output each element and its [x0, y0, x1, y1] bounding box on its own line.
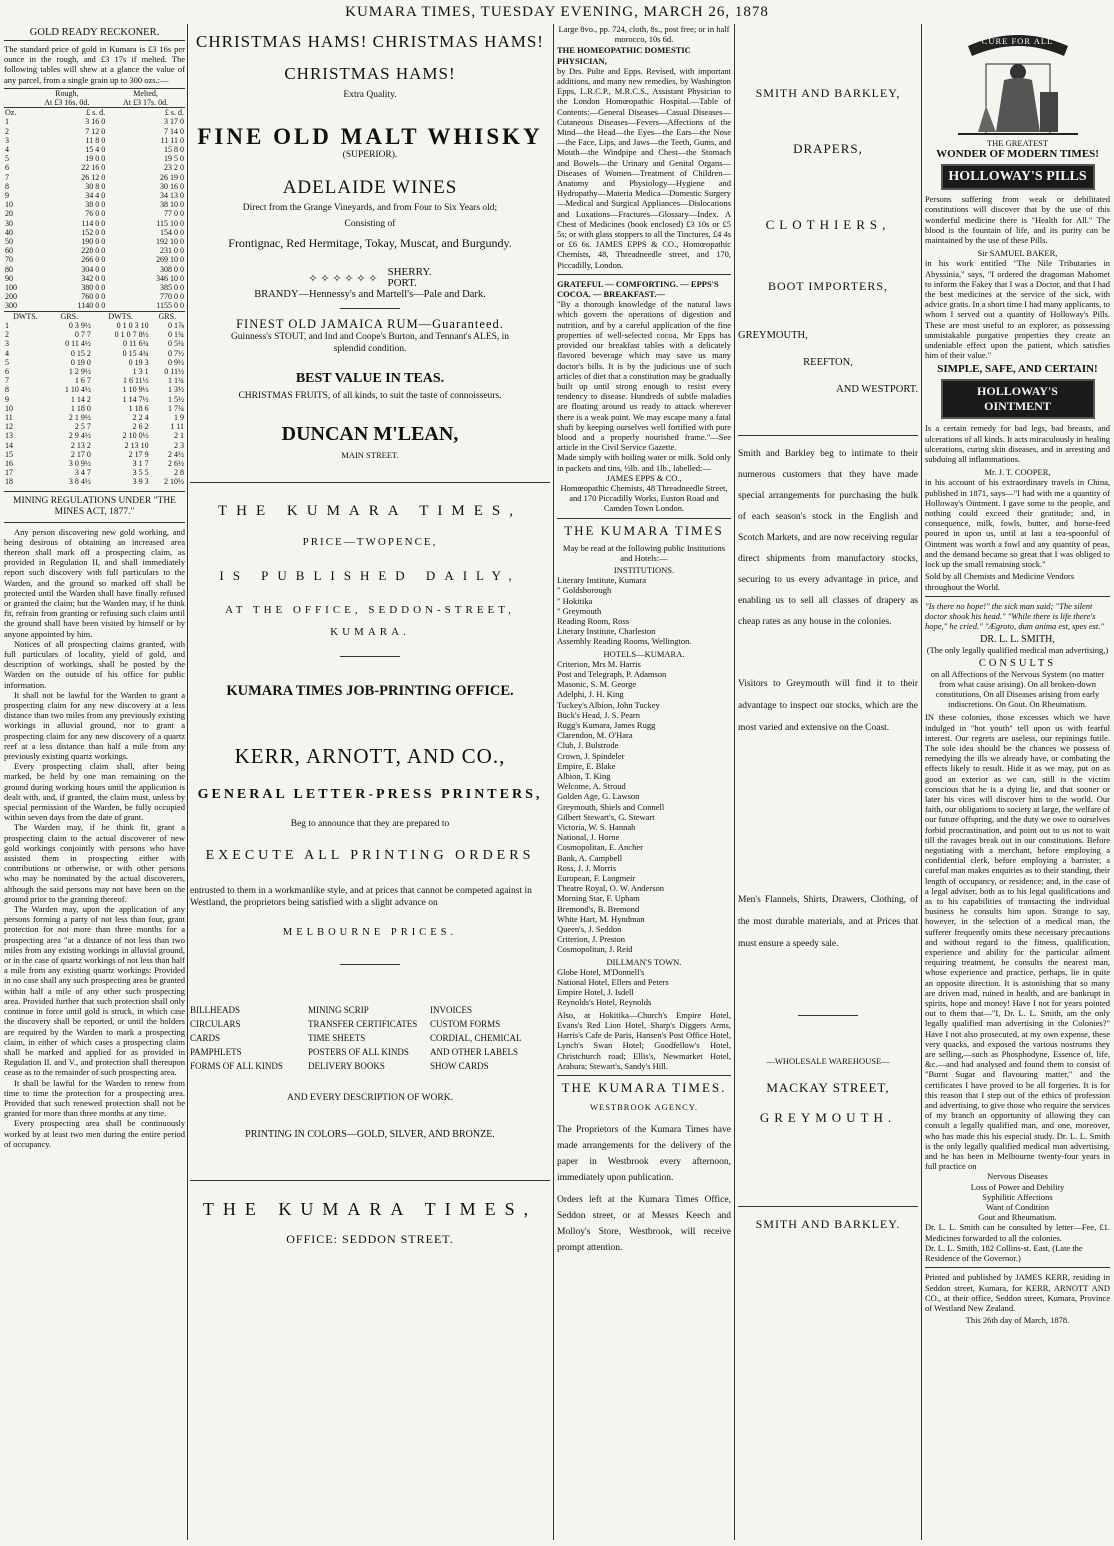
price: PRICE—TWOPENCE, — [302, 535, 438, 548]
oz-row: 5 19 0 0 19 5 0 — [5, 154, 184, 164]
every-description: AND EVERY DESCRIPTION OF WORK. — [287, 1093, 453, 1104]
divider — [738, 1206, 918, 1207]
hotel-item: Clarendon, M. O'Hara — [557, 730, 633, 741]
consisting: Consisting of — [344, 218, 396, 229]
main-street: MAIN STREET. — [341, 449, 399, 460]
job-printing-office: KUMARA TIMES JOB-PRINTING OFFICE. — [226, 682, 514, 699]
mackay-street: MACKAY STREET, — [766, 1080, 890, 1096]
print-item: INVOICES — [430, 1005, 472, 1016]
hotel-item: Tuckey's Albion, John Tuckey — [557, 699, 660, 710]
kerr-arnott: KERR, ARNOTT, AND CO., — [234, 743, 506, 768]
cocoa-title: GRATEFUL — COMFORTING. — EPPS'S COCOA. — BREAKFAST.— — [557, 278, 719, 300]
oz-row: 50 190 0 0 192 10 0 — [5, 237, 184, 247]
column-rule — [734, 24, 735, 1540]
greymouth-bottom: GREYMOUTH. — [759, 1110, 897, 1126]
cocoa-text: "By a thorough knowledge of the natural laws which govern the operations of digestion and nutrition, and by a careful application of the fine properties of well-selected cocoa, Mr Epps has provided our breakfast tables with a delicately flavored beverage which may save us many doctor's bills. It is by the judicious use of such articles of diet that a constitution may be gradually built up until strong enough to resist every tendency to disease. Hundreds of subtle maladies are floating around us ready to attack wherever there is a weak point. We may escape many a fatal shaft by keeping ourselves well fortified with pure blood and a properly nourished frame."—See article in the Civil Service Gazette. — [557, 299, 731, 453]
oz-row: 1 3 16 0 3 17 0 — [5, 117, 184, 127]
rum-heading: FINEST OLD JAMAICA RUM—Guaranteed. — [236, 317, 504, 331]
pills-text: Persons suffering from weak or debilitated constitutions will discover that by the use of this wonderful medicine there is "Health for All." The blood is the fountain of life, and its purity can be maintained by the use of these Pills. — [925, 194, 1110, 246]
oz-row: 80 304 0 0 308 0 0 — [5, 264, 184, 274]
kt-head-2: THE KUMARA TIMES. — [561, 1079, 727, 1095]
oz-row: 3 11 8 0 11 11 0 — [5, 135, 184, 145]
sherry-port: ✧ ✧ ✧ ✧ ✧ ✧ SHERRY. PORT. — [308, 266, 432, 289]
consulted-letter: Dr. L. L. Smith can be consulted by letter—Fee, £1. Medicines forwarded to all the colonies. — [925, 1222, 1110, 1243]
entrusted: entrusted to them in a workmanlike style, and at prices that cannot be competed against in Westland, the proprietors being satisfied with a slight advance on — [190, 886, 532, 908]
oz-row: 4 15 4 0 15 8 0 — [5, 145, 184, 155]
wine-list: Frontignac, Red Hermitage, Tokay, Muscat, and Burgundy. — [228, 236, 512, 250]
cure-for-all-banner: CURE FOR ALL — [981, 36, 1054, 46]
dwt-row: 7 1 6 7 1 6 11½ 1 1¾ — [5, 376, 184, 386]
institution-item: " Greymouth — [557, 605, 602, 616]
dwt-row: 2 0 7 7 0 1 0 7 8½ 0 1¾ — [5, 330, 184, 340]
hotel-item: Bremond's, B. Bremond — [557, 903, 640, 914]
dwt-row: 11 2 1 9½ 2 2 4 1 9 — [5, 412, 184, 422]
westbrook-text: The Proprietors of the Kumara Times have made arrangements for the delivery of the paper in Westbrook every afternoon, immediately upon publication. — [557, 1125, 731, 1184]
oz-row: 90 342 0 0 346 10 0 — [5, 273, 184, 283]
hotel-item: Victoria, W. S. Hannah — [557, 822, 636, 833]
nervous: Nervous Diseases — [987, 1171, 1048, 1182]
want-condition: Want of Condition — [985, 1202, 1050, 1213]
hotel-item: Rugg's Kumara, James Rugg — [557, 720, 656, 730]
oz-rows — [4, 117, 185, 310]
stars-ornament: ✧ ✧ ✧ ✧ ✧ ✧ — [308, 272, 378, 285]
greymouth: GREYMOUTH, — [738, 330, 808, 341]
loss-of-power: Loss of Power and Debility — [970, 1181, 1065, 1192]
intimate-text: Smith and Barkley beg to intimate to their numerous customers that they have made special arrangements for purchasing the bulk of each season's stock in the English and Scotch Markets, and are now receiving regular direct shipments from manufactory stocks, securing to us every advantage in price, and enabling us to sell all classes of drapery as cheap rates as any house in the colonies. — [738, 449, 918, 627]
institution-item: Reading Room, Ross — [557, 615, 630, 626]
sold-by: Sold by all Chemists and Medicine Vendors throughout the World. — [925, 571, 1075, 592]
hams-line-2: CHRISTMAS HAMS! — [284, 64, 456, 83]
hotel-item: Cosmopolitan, J. Reid — [557, 944, 633, 955]
baker-name: Sir SAMUEL BAKER, — [977, 248, 1058, 259]
divider — [340, 964, 400, 965]
dwt-row: 5 0 19 0 0 19 3 0 9½ — [5, 357, 184, 367]
office-seddon: OFFICE: SEDDON STREET. — [286, 1232, 454, 1247]
printed-by: Printed and published by JAMES KERR, residing in Seddon street, Kumara, for KERR, ARNOTT AND CO., at their office, Seddon street, Kumara, Province of Westland New Zealand. — [925, 1272, 1110, 1313]
hotel-item: Greymouth, Shiels and Connell — [557, 801, 665, 812]
divider — [557, 518, 731, 519]
dwt-table: DWTS. GRS. DWTS. GRS. 1 0 3 9½ 0 1 0 3 10 0 1⅞ 2 0 7 7 0 1 0 7 8½ 0 1¾ 3 0 11 4½ 0 11 6¾ 0 5¼ 4 0 15 2 0 15 4¾ 0 7½ 5 0 19 0 0 19 3 0 9½ 6 1 2 9½ 1 3 1 0 11½ 7 1 6 7 1 6 11½ 1 1¾ 8 1 10 4½ 1 10 9½ 1 3½ 9 1 14 2 1 14 7½ 1 5½ 10 1 18 0 1 18 6 1 7¼ 11 2 1 9½ 2 2 4 1 9 12 2 5 7 2 6 2 1 11 13 2 9 4½ 2 10 0½ 2 1 14 2 13 2 2 13 10 2 3 15 2 17 0 2 17 9 2 4½ 16 3 0 9½ 3 1 7 2 6½ 17 3 4 7 3 5 5 2 8 18 3 8 4½ 3 9 3 2 10½ — [5, 311, 184, 487]
the-greatest: THE GREATEST — [986, 138, 1049, 148]
cocoa-sig-1: JAMES EPPS & CO., — [606, 472, 682, 483]
institution-item: Assembly Reading Rooms, Wellington. — [557, 636, 692, 647]
print-item: CUSTOM FORMS — [430, 1019, 501, 1030]
hotel-item: Gilbert Stewart's, G. Stewart — [557, 811, 655, 822]
column-smith-barkley — [738, 24, 918, 1540]
dwt-row: 13 2 9 4½ 2 10 0½ 2 1 — [5, 431, 184, 441]
print-item: BILLHEADS — [190, 1005, 240, 1016]
hotel-item: Golden Age, G. Lawson — [557, 791, 640, 802]
smith-body: IN these colonies, those excesses which we have indulged in "hot youth" tell upon us with fearful interest. Our regrets are useless, our repinings futile. The sole idea should be the chances we possess of remedying the ills we already have, or combating the effects likely to result. Hide it as we may, put on as good an exterior as we can, still is the victim conscious that he is a dying lie, and that sooner or later his vices will discover him to the world. Our faith, our obligations to society at large, the welfare of our future offspring, and the duty we owe to ourselves forbid procrastination, and point out to us not to wait till the ravages break out in our constitutions. Before negotiating with a merchant, before employing a confidential clerk, before employing a barrister, a careful man makes enquiries as to their standing, their length of occupancy, or residence; and, in the case of a legal adviser, both as to his legal qualifications and as to his capabilities of transacting the individual business he consults him upon. Strange to say, however, in the selection of a medical man, the sufferer frequently omits these necessary precautions and without regard to the fitness, qualification, experience and ability for the particular ailment requiring treatment, he consults the nearest man, whose experience and practice, perhaps, lie in quite an opposite direction. It is astonishing that so many are driven mad, ruined in health, and are bankrupt in spirits, hope and money! Have I not for years pointed out to them that—"I, Dr. L. L. Smith, am the only legally qualified man advertising in the Colonies?" Have I not also prosecuted, at my own expense, these very quacks, and exposed the various nostrums they are selling,—such as Phosphodyne, Essence of, life, &c.—and had analysed and found them to consist of "Burnt Sugar and flavouring matter," and the certificates I have proved to be all forgeries. It is for this reason that I step out of the ethics of profession and advertising, to give those who require the services of my branch an opportunity of allowing they can consult a legally qualified man, and one, moreover, who has made this his especial study. Dr. L. L. Smith is the only legally qualified medical man advertising, and he has been in Melbourne twenty-four years in full practice on — [925, 712, 1110, 1172]
oz-row: 100 380 0 0 385 0 0 — [5, 283, 184, 293]
whisky-superior: (SUPERIOR). — [342, 149, 398, 160]
holloway-pills-banner: HOLLOWAY'S PILLS — [941, 164, 1095, 190]
regulation-paragraph: It shall be lawful for the Warden to renew from time to time the protection for a prospecting area. Provided that such renewed protection shall not be granted for more than three months at any time. — [4, 1077, 185, 1119]
wholesale: —WHOLESALE WAREHOUSE— — [766, 1056, 890, 1066]
oz-row: 200 760 0 0 770 0 0 — [5, 292, 184, 302]
dwt-row: 15 2 17 0 2 17 9 2 4½ — [5, 449, 184, 459]
oz-row: 10 38 0 0 38 10 0 — [5, 200, 184, 210]
teas-heading: BEST VALUE IN TEAS. — [295, 371, 445, 386]
oz-row: 7 26 12 0 26 19 0 — [5, 172, 184, 182]
hotels-list — [557, 659, 731, 955]
regulation-paragraph: The Warden may, if he think fit, grant a prospecting claim to the actual discoverer of new gold workings conjointly with persons who have assisted them in prospecting either with contributions or otherwise, or with other persons who may be nominated by the actual discoverers, although the said persons may not have been on the ground prior to the granting thereof. — [4, 822, 185, 904]
column-homeopathic — [557, 24, 731, 1540]
consults: CONSULTS — [978, 657, 1057, 669]
hotels-head: HOTELS—KUMARA. — [603, 648, 685, 659]
hotel-item: European, F. Langmeir — [557, 873, 636, 884]
rough-header: Rough, At £3 16s. 0d. — [44, 88, 90, 108]
melbourne-prices: MELBOURNE PRICES. — [282, 927, 458, 939]
firm-name-bottom: SMITH AND BARKLEY. — [755, 1217, 901, 1232]
oz-row: 8 30 8 0 30 16 0 — [5, 181, 184, 191]
mining-heading: MINING REGULATIONS UNDER "THE MINES ACT, 1877." — [13, 495, 176, 517]
regulation-paragraph: The Warden may, upon the application of any persons forming a party of not less than four, grant protection for not more than three months for a prospecting area "at a distance of not less than two miles from any existing workings in alluvial ground, or in the case of quartz workings of not less than half a mile from any existing quartz workings: Provided in no case shall any such prospecting area be granted within half a mile of any other such prospecting area. Provided further that such protection shall only continue in force until gold is struck, in which case the discovery shall be reported, or until the holders are required by the Warden to mark a prospecting claim, in either of which cases a prospecting claim shall be marked and applied for as provided in Regulation II. and V., and protection shall thereupon cease as to the remainder of such prospecting area. — [4, 904, 185, 1078]
regulation-paragraph: Notices of all prospecting claims granted, with full particulars of locality, yield of gold, and description of workings, shall be posted by the Warden on the outside of his office for public information. — [4, 638, 185, 690]
execute-orders: EXECUTE ALL PRINTING ORDERS — [205, 848, 535, 864]
homeo-title: THE HOMEOPATHIC DOMESTIC PHYSICIAN, — [557, 45, 691, 66]
office-line: AT THE OFFICE, SEDDON-STREET, — [225, 603, 515, 616]
dwt-rows — [4, 321, 185, 487]
oz-row: 70 266 0 0 269 10 0 — [5, 255, 184, 265]
divider — [925, 1267, 1110, 1268]
institutions-head: INSTITUTIONS. — [613, 564, 675, 575]
dwt-row: 17 3 4 7 3 5 5 2 8 — [5, 468, 184, 478]
print-item: AND OTHER LABELS — [430, 1047, 518, 1058]
mining-regulations — [4, 527, 185, 1149]
column-rule — [921, 24, 922, 1540]
dwt-row: 10 1 18 0 1 18 6 1 7¼ — [5, 403, 184, 413]
cocoa-made: Made simply with boiling water or milk. Sold only in packets and tins, ½lb. and 1lb., labelled:— — [557, 452, 731, 473]
hotel-item: Criterion, Mrs M. Harris — [557, 658, 641, 669]
consults-text: on all Affections of the Nervous System (no matter from what cause arising). On all broken-down constitutions, On all Diseases arising from early indiscretions. On Gout. On Rheumatism. — [930, 668, 1105, 710]
divider — [4, 40, 185, 41]
regulation-paragraph: It shall not be lawful for the Warden to grant a prospecting claim for any new discovery at a less distance than two miles from any previously existing workings in alluvial ground, nor to grant a prospecting claim for any new discovery of a quartz reef at a less distance than half a mile from any previously existing quartz workings. — [4, 689, 185, 762]
print-item: POSTERS OF ALL KINDS — [308, 1047, 409, 1058]
baker-text: in his work entitled "The Nile Tributaries in Abyssinia," says, "I ordered the dragoman Mahomet to inform the Fakey that I was a Doctor, and that I had the best medicines at the service of the sick, with advice gratis. In a short time I had many applicants, to whom I served out a quantity of Holloway's Pills. These are most useful to an explorer, as possessing unmistakable purgative properties they create an undeniable effect upon the patient, which satisfies him of their value." — [925, 258, 1110, 361]
column-rule — [187, 24, 188, 1540]
wonder-heading: WONDER OF MODERN TIMES! — [936, 148, 1099, 161]
hotel-item: Post and Telegraph, P. Adamson — [557, 668, 667, 679]
dillman-list — [557, 967, 731, 1008]
duncan-mclean: DUNCAN M'LEAN, — [281, 422, 459, 445]
dillman-item: Reynolds's Hotel, Reynolds — [557, 997, 652, 1008]
print-item: CORDIAL, CHEMICAL — [430, 1033, 522, 1044]
print-item: FORMS OF ALL KINDS — [190, 1061, 283, 1072]
dwt-row: 8 1 10 4½ 1 10 9½ 1 3½ — [5, 385, 184, 395]
dwt-row: 9 1 14 2 1 14 7½ 1 5½ — [5, 394, 184, 404]
hotel-item: Bank, A. Campbell — [557, 852, 623, 863]
oz-row: 60 228 0 0 231 0 0 — [5, 246, 184, 256]
whisky-heading: FINE OLD MALT WHISKY — [197, 123, 543, 149]
divider — [190, 1180, 550, 1181]
melted-header: Melted, At £3 17s. 0d. — [123, 88, 169, 108]
read-at: May be read at the following public Institutions and Hotels:— — [562, 542, 726, 563]
hotel-item: Morning Star, F. Upham — [557, 893, 640, 904]
reckoner-heading: GOLD READY RECKONER. — [29, 27, 160, 38]
institution-item: Literary Institute, Charleston — [557, 626, 656, 637]
hotel-item: Club, J. Bulstrode — [557, 740, 619, 751]
oz-row: 20 76 0 0 77 0 0 — [5, 209, 184, 219]
kumara: KUMARA. — [330, 625, 410, 638]
colors: PRINTING IN COLORS—GOLD, SILVER, AND BRONZE. — [245, 1129, 495, 1141]
cooper-name: Mr. J. T. COOPER, — [984, 467, 1051, 478]
stout-ales: Guinness's STOUT, and Ind and Coope's Burton, and Tennant's ALES, in splendid condition. — [230, 332, 510, 354]
column-gold-reckoner — [4, 24, 185, 1540]
masthead: KUMARA TIMES, TUESDAY EVENING, MARCH 26, 1878 — [345, 4, 769, 20]
visitors-text: Visitors to Greymouth will find it to their advantage to inspect our stocks, which are the most varied and extensive on the Coast. — [738, 679, 918, 733]
westbrook-orders: Orders left at the Kumara Times Office, Seddon street, or at Messrs Keech and Molloy's Store, Westbrook, will receive prompt attention. — [557, 1195, 731, 1254]
institutions-list — [557, 575, 731, 646]
dillman-item: National Hotel, Ellers and Peters — [557, 977, 669, 988]
dwt-row: 18 3 8 4½ 3 9 3 2 10½ — [5, 477, 184, 487]
firm-name: SMITH AND BARKLEY, — [755, 86, 901, 100]
adelaide-heading: ADELAIDE WINES — [282, 177, 458, 198]
gout: Gout and Rheumatism. — [978, 1212, 1057, 1223]
dillman-item: Globe Hotel, M'Donnell's — [557, 966, 645, 977]
divider — [557, 1075, 731, 1076]
smith-address: Dr. L. L. Smith, 182 Collins-st. East, (Late the Residence of the Governor.) — [925, 1242, 1083, 1264]
print-item: TIME SHEETS — [308, 1033, 366, 1044]
flannels-text: Men's Flannels, Shirts, Drawers, Clothing, of the most durable materials, and at Prices that must ensure a speedy sale. — [738, 895, 918, 949]
homeo-text: by Drs. Pulte and Epps. Revised, with important additions, and many new remedies, by Washington Epps, L.R.C.P., M.R.C.S., Assistant Physician to the London Homœopathic Hospital.—Table of Contents:—General Diseases—Casual Diseases—Cutaneous Diseases—Fevers—Affections of the Mind—the Head—the Eyes—the Ears—the Nose—the Face, Lips, and Jaws—the Teeth, Gums, and Mouth—the Windpipe and Chest—the Stomach and Bowels—the Urinary and Genital Organs—Diseases of Women—Treatment of Children—Anatomy and Physiology—Hygiene and Hydropathy—Materia Medica—Domestic Surgery—Medical and Surgical Appliances—Dislocations and Luxations—Fractures—Glossary—Index. A Chest of Medicines (book enclosed) £3 10s or £5 5s; or with glass stoppers to all the Tinctures, £4 4s or £6 6s. JAMES EPPS & CO., Homœopathic Chemists, 48, Threadneedle street, and 170, Piccadilly, London. — [557, 65, 731, 270]
kumara-times-title: THE KUMARA TIMES, — [218, 502, 522, 519]
column-advertisements — [190, 24, 550, 1540]
adelaide-sub: Direct from the Grange Vineyards, and from Four to Six Years old; — [242, 203, 498, 213]
hotel-item: Masonic, S. M. George — [557, 679, 637, 690]
institution-item: " Hokitika — [557, 595, 593, 606]
dwt-row: 6 1 2 9½ 1 3 1 0 11½ — [5, 366, 184, 376]
dwt-row: 4 0 15 2 0 15 4¾ 0 7½ — [5, 348, 184, 358]
poem: "Is there no hope!" the sick man said; "The silent doctor shook his head." "While there is life there's hope," he cried." "Ægroto, dum anima est, spes est." — [925, 600, 1104, 632]
brandy: BRANDY—Hennessy's and Martell's—Pale and Dark. — [254, 289, 486, 300]
westport: AND WESTPORT. — [836, 384, 918, 395]
print-item: MINING SCRIP — [308, 1005, 369, 1016]
print-item: SHOW CARDS — [430, 1061, 489, 1072]
oz-row: 30 114 0 0 115 10 0 — [5, 218, 184, 228]
hotel-item: Queen's, J. Seddon — [557, 924, 622, 935]
print-items — [190, 1003, 550, 1073]
letter-press: GENERAL LETTER-PRESS PRINTERS, — [197, 786, 543, 802]
book-price: Large 8vo., pp. 724, cloth, 8s., post free; or in half morocco, 10s 6d. — [558, 24, 730, 45]
oz-row: 9 34 4 0 34 13 0 — [5, 191, 184, 201]
hotel-item: Buck's Head, J. S. Pearn — [557, 709, 640, 720]
institution-item: Literary Institute, Kumara — [557, 575, 646, 586]
regulation-paragraph: Every prospecting claim shall, after being marked, be held by one man remaining on the ground during working hours until the application is dealt with, and, if granted, the claim must, unless by special permission of the Warden, be fully occupied within seven days from the date of grant. — [4, 761, 185, 823]
divider — [798, 1015, 858, 1016]
imprint-date: This 26th day of March, 1878. — [965, 1315, 1070, 1326]
column-holloway — [925, 24, 1110, 1540]
hotel-item: Theatre Royal, O. W. Anderson — [557, 883, 664, 894]
dwt-row: 14 2 13 2 2 13 10 2 3 — [5, 440, 184, 450]
hotel-item: Albion, T. King — [557, 771, 611, 782]
print-item: TRANSFER CERTIFICATES — [308, 1019, 418, 1030]
divider — [340, 656, 400, 657]
drapers: DRAPERS, — [793, 141, 863, 156]
ointment-text: Is a certain remedy for bad legs, bad breasts, and ulcerations of all kinds. It acts miraculously in healing ulcerations, curing skin diseases, and in arresting and subduing all inflammations. — [925, 423, 1110, 465]
oz-row: 2 7 12 0 7 14 0 — [5, 126, 184, 136]
simple-safe: SIMPLE, SAFE, AND CERTAIN! — [937, 363, 1098, 376]
print-item: DELIVERY BOOKS — [308, 1061, 385, 1072]
hotel-item: White Hart, M. Hyndman — [557, 913, 645, 924]
hotel-item: Criterion, J. Preston — [557, 934, 625, 945]
hotel-item: Adelphi, J. H. King — [557, 689, 624, 700]
legally-qualified: (The only legally qualified medical man advertising,) — [926, 645, 1109, 656]
divider — [4, 491, 185, 492]
hotel-item: Welcome, A. Stroud — [557, 781, 626, 792]
hokitika-hotels: Also, at Hokitika—Church's Empire Hotel, Evans's Red Lion Hotel, Sharp's Diggers Arms, Harris's Cafe de Paris, Hansen's Post Office Hotel, Lynch's Swan Hotel; Goodfellow's Hotel, Christchurch road; Ellis's, Newmarket Hotel, Arahura; Stewart's, Sandy's Hill. — [557, 1009, 731, 1071]
dwt-row: 16 3 0 9½ 3 1 7 2 6½ — [5, 458, 184, 468]
oz-row: 40 152 0 0 154 0 0 — [5, 227, 184, 237]
divider — [4, 522, 185, 523]
divider — [557, 274, 731, 275]
reefton: REEFTON, — [803, 357, 853, 368]
divider — [340, 308, 400, 309]
beg-to-announce: Beg to announce that they are prepared to — [290, 818, 450, 829]
print-item: CIRCULARS — [190, 1019, 241, 1030]
christmas-fruits: CHRISTMAS FRUITS, of all kinds, to suit the taste of connoisseurs. — [238, 391, 502, 401]
oz-row: 300 1140 0 0 1155 0 0 — [5, 301, 184, 311]
hotel-item: Ross, J. J. Morris — [557, 862, 617, 873]
extra-quality: Extra Quality. — [343, 90, 397, 100]
print-item: PAMPHLETS — [190, 1047, 242, 1058]
print-item: CARDS — [190, 1033, 221, 1044]
hotel-item: National, J. Horne — [557, 832, 620, 843]
published-daily: IS PUBLISHED DAILY, — [219, 567, 521, 583]
syphilitic: Syphilitic Affections — [982, 1191, 1053, 1202]
hotel-item: Crown, J. Spindeler — [557, 750, 625, 761]
divider — [738, 435, 918, 436]
clothiers: CLOTHIERS, — [765, 217, 891, 232]
doctor-name: DR. L. L. SMITH, — [980, 634, 1055, 646]
divider — [925, 596, 1110, 597]
oz-table: Rough, At £3 16s. 0d. Melted, At £3 17s. 0d. Oz. £ s. d. £ s. d. 1 3 16 0 3 17 0 2 7 12 0 7 14 0 3 11 8 0 11 11 0 4 15 4 0 15 8 0 5 19 0 0 19 5 0 6 22 16 0 23 2 0 7 26 12 0 26 19 0 8 30 8 0 30 16 0 9 34 4 0 34 13 0 10 38 0 0 38 10 0 20 76 0 0 77 0 0 30 114 0 0 115 10 0 40 152 0 0 154 0 0 50 190 0 0 192 10 0 60 228 0 0 231 0 0 70 266 0 0 269 10 0 80 304 0 0 308 0 0 90 342 0 0 346 10 0 100 380 0 0 385 0 0 200 760 0 0 770 0 0 300 1140 0 0 1155 0 0 — [5, 88, 184, 311]
regulation-paragraph: Any person discovering new gold working, and being desirous of obtaining an increased area thereon shall mark off a prospecting claim, as provided in Regulation II, and shall immediately report such discovery with full particulars to the Warden, and the ground so marked off shall be protected until the Warden shall have finally refused or granted the claim; but the Warden may, if he think fit, refrain from granting or refusing such claim until the ground shall have been visited by himself or by anyone appointed by him. — [4, 526, 185, 639]
holloway-illustration — [948, 28, 1088, 138]
cocoa-sig-2: Homœopathic Chemists, 48 Threadneedle Street, and 170 Piccadilly Works, Euston Road and Camden Town London. — [560, 482, 728, 514]
column-rule — [553, 24, 554, 1540]
cooper-text: in his account of his extraordinary travels in China, published in 1871, says—"I had with me a quantity of Holloway's Ointment. I gave some to the people, and nothing could exceed their gratitude; and, in consequence, milk, fowls, butter, and horse-feed poured in upon us, until at last a tea-spoonful of Ointment was worth a fowl and any quantity of peas, and the demand became so great that I was obliged to lock up the small remaining stock." — [925, 477, 1110, 570]
oz-row: 6 22 16 0 23 2 0 — [5, 163, 184, 173]
hotel-item: Empire, E. Blake — [557, 760, 616, 771]
reckoner-intro: The standard price of gold in Kumara is £3 16s per ounce in the rough, and £3 17s if melted. The following tables will shew at a glance the value of any parcel, from a single grain up to 300 ozs.:— — [4, 44, 185, 85]
hotel-item: Cosmopolitan, E. Ancher — [557, 842, 643, 853]
institution-item: " Goldsborough — [557, 585, 612, 596]
westbrook-head: WESTBROOK AGENCY. — [590, 1101, 698, 1112]
hams-line-1: CHRISTMAS HAMS! CHRISTMAS HAMS! — [196, 32, 544, 51]
regulation-paragraph: Every prospecting area shall be continuously worked by at least two men during the entire period of occupancy. — [4, 1118, 185, 1149]
dillman-item: Empire Hotel, J. Isdell — [557, 987, 634, 998]
dwt-row: 3 0 11 4½ 0 11 6¾ 0 5¼ — [5, 339, 184, 349]
holloway-ointment-banner: HOLLOWAY'S OINTMENT — [941, 379, 1095, 419]
kt-head: THE KUMARA TIMES — [564, 522, 724, 538]
dwt-row: 12 2 5 7 2 6 2 1 11 — [5, 422, 184, 432]
dwt-row: 1 0 3 9½ 0 1 0 3 10 0 1⅞ — [5, 320, 184, 330]
boot-importers: BOOT IMPORTERS, — [767, 279, 889, 293]
dillman-head: DILLMAN'S TOWN. — [606, 956, 682, 967]
divider — [190, 482, 550, 483]
kumara-times-bottom: THE KUMARA TIMES, — [202, 1199, 538, 1220]
